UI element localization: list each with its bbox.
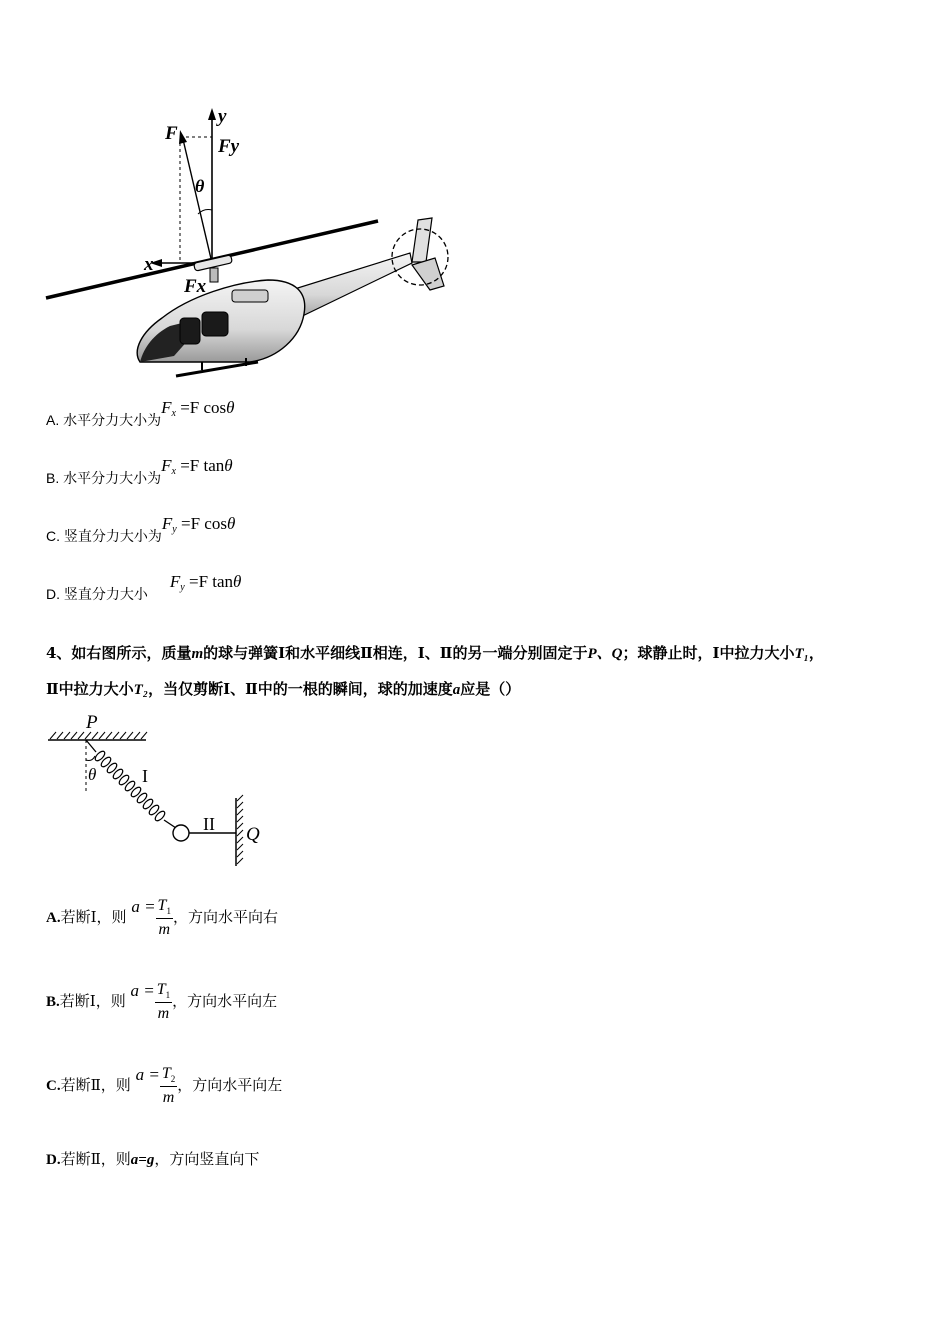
label-P: P — [86, 712, 98, 733]
q4-stem-line1: 4、如右图所示，质量m的球与弹簧Ⅰ和水平细线Ⅱ相连，Ⅰ、Ⅱ的另一端分别固定于P、Q；球静止时，Ⅰ中拉力大小T₁， — [46, 644, 824, 662]
q4-option-c: C.若断Ⅱ，则 a = $\frac{T_2}{m}$ ，方向水平向左 — [46, 1065, 283, 1107]
q3-option-a: A. 水平分力大小为$F_x =F$ cosθ — [46, 398, 235, 428]
label-Fx: Fx — [184, 276, 207, 297]
q4-option-a: A.若断Ⅰ，则 a = $\frac{T_1}{m}$ ，方向水平向右 — [46, 897, 278, 939]
label-theta-2: θ — [88, 765, 97, 784]
helicopter-figure — [40, 100, 460, 385]
force-F-line — [182, 135, 212, 263]
q3-option-d: D. 竖直分力大小$F_y =F$ tanθ — [46, 572, 242, 602]
label-theta: θ — [195, 176, 205, 196]
label-Fy: Fy — [218, 136, 240, 157]
label-Q: Q — [246, 824, 260, 845]
ball — [173, 825, 189, 841]
spring-coil — [94, 750, 167, 823]
q3-option-c: C. 竖直分力大小为$F_y =F$ cosθ — [46, 514, 236, 544]
spring-figure — [40, 708, 280, 873]
q3-option-b: B. 水平分力大小为$F_x =F$ tanθ — [46, 456, 233, 486]
q4-option-d: D.若断Ⅱ，则a=g，方向竖直向下 — [46, 1150, 260, 1168]
label-x: x — [144, 254, 154, 275]
ceiling-hatch — [50, 732, 147, 739]
wall-hatch — [237, 795, 243, 864]
label-I: I — [142, 766, 148, 786]
label-F: F — [165, 123, 178, 144]
q4-stem-line2: Ⅱ中拉力大小T₂，当仅剪断Ⅰ、Ⅱ中的一根的瞬间，球的加速度a应是（） — [46, 680, 521, 698]
label-y: y — [218, 106, 227, 127]
label-II: II — [203, 814, 215, 834]
q4-option-b: B.若断Ⅰ，则 a = $\frac{T_1}{m}$ ，方向水平向左 — [46, 981, 278, 1023]
